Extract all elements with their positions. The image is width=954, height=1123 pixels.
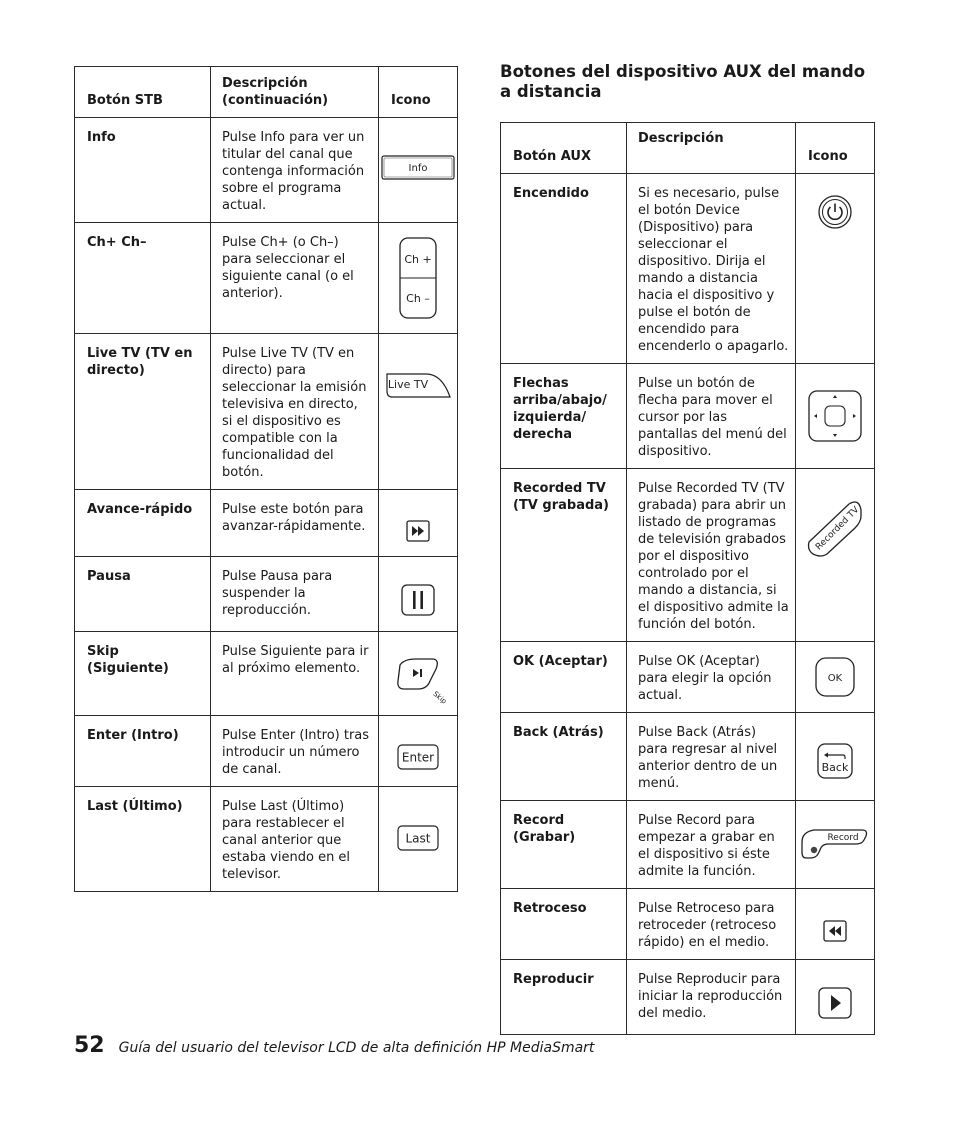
- ok-button-icon: [815, 657, 855, 697]
- icon-label: Skip: [431, 689, 448, 706]
- button-name: Skip (Siguiente): [75, 632, 211, 716]
- icon-label: Last: [405, 831, 431, 846]
- header-icon: Icono: [796, 123, 875, 174]
- button-name: Avance-rápido: [75, 490, 211, 557]
- table-row: [501, 642, 875, 713]
- header-button: Botón AUX: [501, 123, 627, 174]
- table-row: [501, 801, 875, 889]
- button-description: Pulse Last (Último) para restablecer el canal anterior que estaba viendo en el televisor.: [211, 787, 379, 892]
- button-name: Ch+ Ch–: [75, 223, 211, 334]
- pause-icon: [401, 584, 435, 616]
- button-description: Pulse Retroceso para retroceder (retroceso rápido) en el medio.: [627, 889, 796, 960]
- last-button-icon: [397, 825, 439, 851]
- table-row: [501, 960, 875, 1035]
- enter-button-icon: [397, 744, 439, 770]
- button-name: Flechas arriba/abajo/ izquierda/ derecha: [501, 364, 627, 469]
- page-number: 52: [74, 1033, 105, 1058]
- page-footer: [74, 1033, 594, 1058]
- table-row: [75, 334, 458, 490]
- aux-buttons-table: [500, 122, 875, 1035]
- footer-text: Guía del usuario del televisor LCD de alta definición HP MediaSmart: [118, 1040, 595, 1056]
- icon-label: Recorded TV: [814, 505, 862, 553]
- button-name: Enter (Intro): [75, 716, 211, 787]
- table-header-row: [501, 123, 875, 174]
- button-description: Pulse Enter (Intro) tras introducir un número de canal.: [211, 716, 379, 787]
- table-row: [75, 632, 458, 716]
- header-description: Descripción (continuación): [211, 67, 379, 118]
- channel-rocker-icon: [398, 236, 438, 320]
- button-name: Reproducir: [501, 960, 627, 1035]
- table-row: [501, 174, 875, 364]
- play-icon: [818, 987, 852, 1019]
- icon-label: Live TV: [387, 377, 429, 391]
- table-row: [501, 713, 875, 801]
- button-name: Record (Grabar): [501, 801, 627, 889]
- button-description: Pulse Siguiente para ir al próximo elemento.: [211, 632, 379, 716]
- header-icon: Icono: [379, 67, 458, 118]
- header-button: Botón STB: [75, 67, 211, 118]
- table-row: [75, 223, 458, 334]
- fast-forward-icon: [406, 520, 430, 542]
- button-name: Back (Atrás): [501, 713, 627, 801]
- table-row: [501, 469, 875, 642]
- icon-label: OK: [827, 673, 843, 684]
- table-row: [501, 364, 875, 469]
- table-row: [75, 787, 458, 892]
- skip-button-icon: [394, 655, 448, 706]
- button-name: Live TV (TV en directo): [75, 334, 211, 490]
- arrow-pad-icon: [807, 389, 863, 443]
- info-button-icon: [381, 155, 455, 181]
- button-description: Pulse Ch+ (o Ch–) para seleccionar el siguiente canal (o el anterior).: [211, 223, 379, 334]
- button-name: OK (Aceptar): [501, 642, 627, 713]
- button-name: Encendido: [501, 174, 627, 364]
- table-row: [501, 889, 875, 960]
- section-title: Botones del dispositivo AUX del mando a distancia: [500, 62, 866, 101]
- button-description: Pulse Back (Atrás) para regresar al nivel anterior dentro de un menú.: [627, 713, 796, 801]
- channel-down-label: Ch –: [406, 292, 430, 305]
- live-tv-button-icon: [384, 369, 452, 403]
- stb-buttons-table: [74, 66, 458, 892]
- table-row: [75, 557, 458, 632]
- rewind-icon: [823, 920, 847, 942]
- button-description: Pulse Live TV (TV en directo) para seleccionar la emisión televisiva en directo, si el dispositivo es compatible con la funcionalidad del botón.: [211, 334, 379, 490]
- button-name: Retroceso: [501, 889, 627, 960]
- channel-up-label: Ch +: [404, 253, 432, 266]
- button-description: Si es necesario, pulse el botón Device (Dispositivo) para seleccionar el dispositivo. Dirija el mando a distancia hacia el dispositivo y pulse el botón de encendido para encenderlo o apagarlo.: [627, 174, 796, 364]
- button-description: Pulse Pausa para suspender la reproducción.: [211, 557, 379, 632]
- button-description: Pulse Info para ver un titular del canal que contenga información sobre el programa actual.: [211, 118, 379, 223]
- header-description: Descripción: [627, 123, 796, 174]
- button-name: Pausa: [75, 557, 211, 632]
- table-header-row: [75, 67, 458, 118]
- button-description: Pulse este botón para avanzar-rápidamente.: [211, 490, 379, 557]
- record-button-icon: [800, 826, 870, 862]
- button-description: Pulse Recorded TV (TV grabada) para abrir un listado de programas de televisión grabados por el dispositivo controlado por el mando a distancia, si el dispositivo admite la función del botón.: [627, 469, 796, 642]
- icon-label: Record: [827, 832, 859, 843]
- button-name: Last (Último): [75, 787, 211, 892]
- button-description: Pulse Reproducir para iniciar la reproducción del medio.: [627, 960, 796, 1035]
- button-description: Pulse Record para empezar a grabar en el dispositivo si éste admite la función.: [627, 801, 796, 889]
- table-row: [75, 490, 458, 557]
- back-button-icon: [817, 743, 853, 779]
- button-name: Info: [75, 118, 211, 223]
- icon-label: Info: [408, 163, 428, 174]
- power-icon: [817, 194, 853, 230]
- recorded-tv-button-icon: [803, 496, 867, 560]
- button-description: Pulse un botón de flecha para mover el cursor por las pantallas del menú del dispositivo.: [627, 364, 796, 469]
- button-name: Recorded TV (TV grabada): [501, 469, 627, 642]
- button-description: Pulse OK (Aceptar) para elegir la opción actual.: [627, 642, 796, 713]
- icon-label: Enter: [401, 750, 435, 765]
- table-row: [75, 716, 458, 787]
- icon-label: Back: [821, 760, 849, 774]
- table-row: [75, 118, 458, 223]
